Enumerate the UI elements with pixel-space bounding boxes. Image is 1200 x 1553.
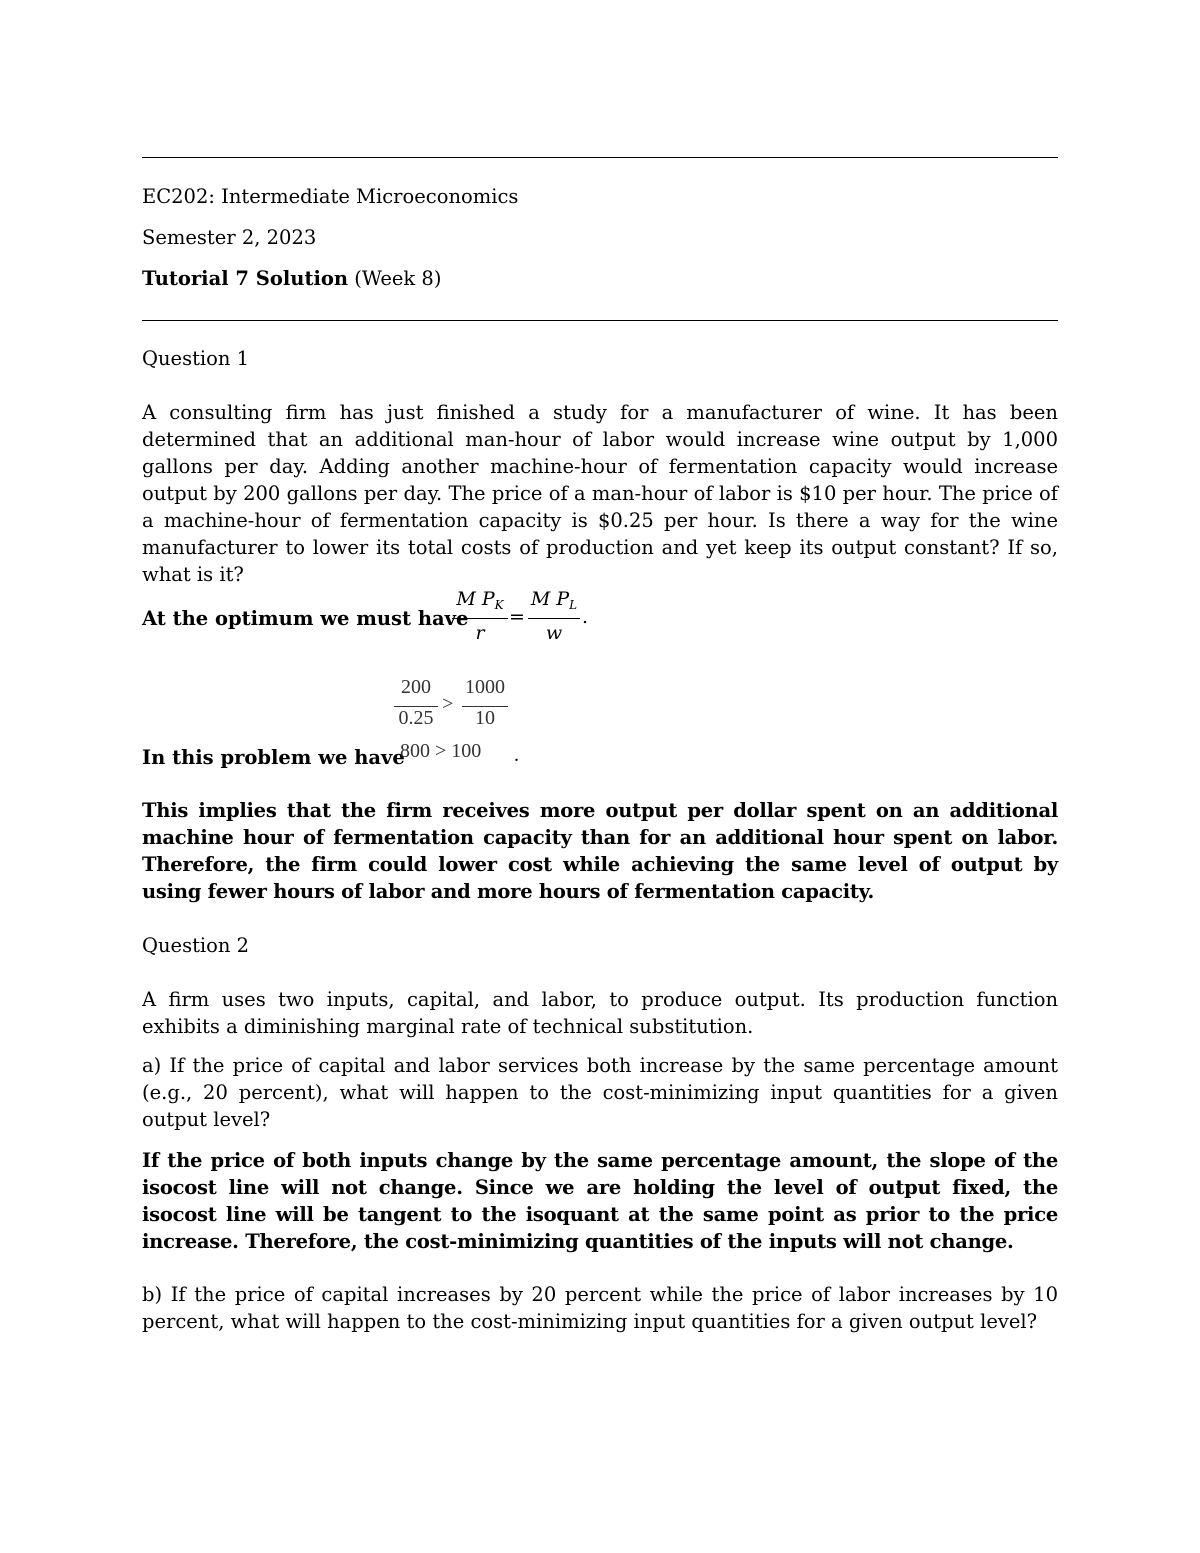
question-2-answer-a: If the price of both inputs change by the same percentage amount, the slope of the isocost line will not change. Since we are holding the level of output fixed, the isocost line will be tangent to the isoquant at the same point as prior to the price increase. Therefore, the cost-minimizing quantities of the inputs will not change. [142, 1149, 1058, 1253]
mpl-numerator [526, 588, 582, 610]
mpl-over-w-fraction [526, 588, 582, 648]
tutorial-title-week: (Week 8) [348, 267, 442, 290]
optimum-period: . [582, 606, 589, 628]
mpk-text: M P [456, 588, 495, 610]
mpl-text: M P [530, 588, 570, 610]
mpl-subscript: L [569, 598, 578, 612]
r-denominator: r [475, 622, 485, 644]
fraction-200-over-025 [394, 676, 438, 736]
numerator-200: 200 [401, 676, 431, 698]
tutorial-title [142, 265, 1058, 292]
tutorial-title-bold: Tutorial 7 Solution [142, 267, 349, 290]
question-2-text: A firm uses two inputs, capital, and labor, to produce output. Its production function exhibits a diminishing marginal rate of technical substitution. [142, 988, 1058, 1038]
fraction-1000-over-10 [460, 676, 510, 736]
question-2-part-a: a) If the price of capital and labor services both increase by the same percentage amount (e.g., 20 percent), what will happen to the cost-minimizing input quantities for a given output level? [142, 1054, 1058, 1131]
question-2-part-b: b) If the price of capital increases by 20 percent while the price of labor increases by 10 percent, what will happen to the cost-minimizing input quantities for a given output level? [142, 1283, 1058, 1333]
mpk-over-r-fraction [450, 588, 510, 648]
semester-label: Semester 2, 2023 [142, 226, 317, 249]
problem-label: In this problem we have [142, 746, 405, 769]
greater-than-sign: > [442, 693, 454, 715]
question-1-text: A consulting firm has just finished a study for a manufacturer of wine. It has been determined that an additional man-hour of labor would increase wine output by 1,000 gallons per day. Adding another machine-hour of fermentation capacity would increase output by 200 gallons per day. The price of a man-hour of labor is $10 per hour. The price of a machine-hour of fermentation capacity is $0.25 per hour. Is there a way for the wine manufacturer to lower its total costs of production and yet keep its output constant? If so, what is it? [142, 401, 1058, 586]
course-title: EC202: Intermediate Microeconomics [142, 185, 519, 208]
question-2-title: Question 2 [142, 934, 250, 957]
mpl-fraction-bar [528, 618, 580, 619]
result-inequality: 800 > 100 [400, 740, 482, 762]
w-denominator: w [545, 622, 563, 644]
header-rule-bottom [142, 320, 1058, 321]
result-period: . [514, 744, 519, 766]
header-rule-top [142, 157, 1058, 158]
numerator-1000: 1000 [465, 676, 505, 698]
denominator-025: 0.25 [398, 707, 434, 729]
equals-sign: = [509, 606, 525, 628]
question-1-answer: This implies that the firm receives more output per dollar spent on an additional machine hour of fermentation capacity than for an additional hour spent on labor. Therefore, the firm could lower cost while achieving the same level of output by using fewer hours of labor and more hours of fermentation capacity. [142, 799, 1058, 903]
denominator-10: 10 [475, 707, 495, 729]
optimum-label: At the optimum we must have [142, 607, 469, 630]
mpk-numerator [450, 588, 510, 610]
mpk-fraction-bar [452, 618, 508, 619]
mpk-subscript: K [494, 598, 504, 612]
question-1-title: Question 1 [142, 347, 250, 370]
